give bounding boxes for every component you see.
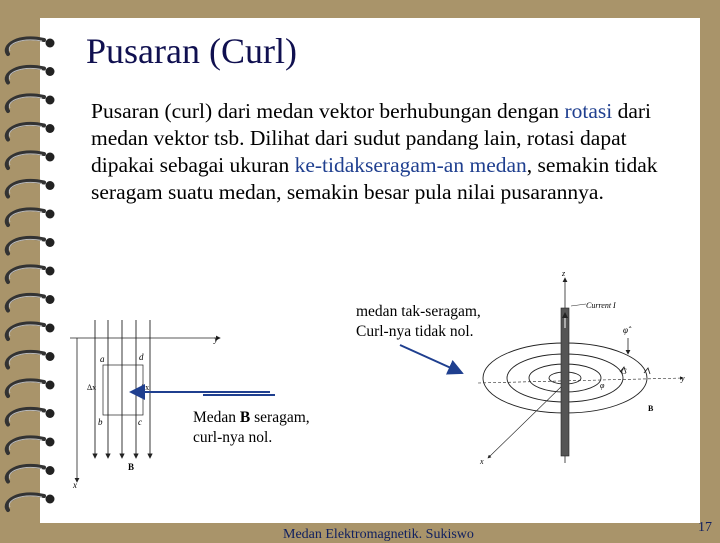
z-axis-label: z: [562, 269, 566, 278]
body-text-2: dari medan vektor tsb. Dilihat dari sudut pandang lain, rotasi dapat dipakai sebagai ukuran: [91, 99, 652, 177]
delta-x-left-label: Δx: [87, 383, 97, 392]
field-b-bold: B: [239, 409, 251, 426]
corner-a-label: a: [100, 354, 105, 364]
field-b-label: B: [128, 462, 135, 472]
body-text-3: , semakin tidak seragam suatu medan, semakin besar pula nilai pusarannya.: [91, 153, 658, 204]
callout-uniform-line2: curl-nya nol.: [193, 429, 273, 446]
body-highlight-rotasi: rotasi: [564, 99, 613, 123]
footer-text: Medan Elektromagnetik. Sukiswo: [283, 527, 474, 542]
page-number: 17: [698, 520, 712, 535]
corner-d-label: d: [139, 352, 144, 362]
contour-c-label: C: [621, 367, 627, 376]
phi-angle-label: φ: [600, 381, 605, 390]
corner-b-label: b: [98, 417, 103, 427]
current-label: Current I: [586, 301, 616, 310]
body-highlight-nonuniform: ke-tidakseragam-an medan: [294, 153, 527, 177]
corner-c-label: c: [138, 417, 142, 427]
y-axis-right-label: y: [681, 374, 685, 383]
body-text-1: Pusaran (curl) dari medan vektor berhubungan dengan: [91, 99, 565, 123]
y-axis-label: y: [214, 334, 218, 344]
callout-nonuniform-line2: Curl-nya tidak nol.: [356, 323, 474, 340]
x-axis-right-label: x: [480, 457, 484, 466]
delta-x-right-label: Δx: [140, 383, 150, 392]
x-axis-label: x: [73, 480, 77, 490]
slide-title: Pusaran (Curl): [86, 31, 297, 71]
field-b-right-label: B: [648, 404, 654, 413]
callout-nonuniform-line1: medan tak-seragam,: [356, 303, 481, 320]
arrow-to-nonuniform-field: [400, 345, 462, 373]
callout-uniform: Medan B seragam, curl-nya nol.: [193, 409, 310, 446]
phi-hat-label: φ̂: [623, 325, 628, 335]
